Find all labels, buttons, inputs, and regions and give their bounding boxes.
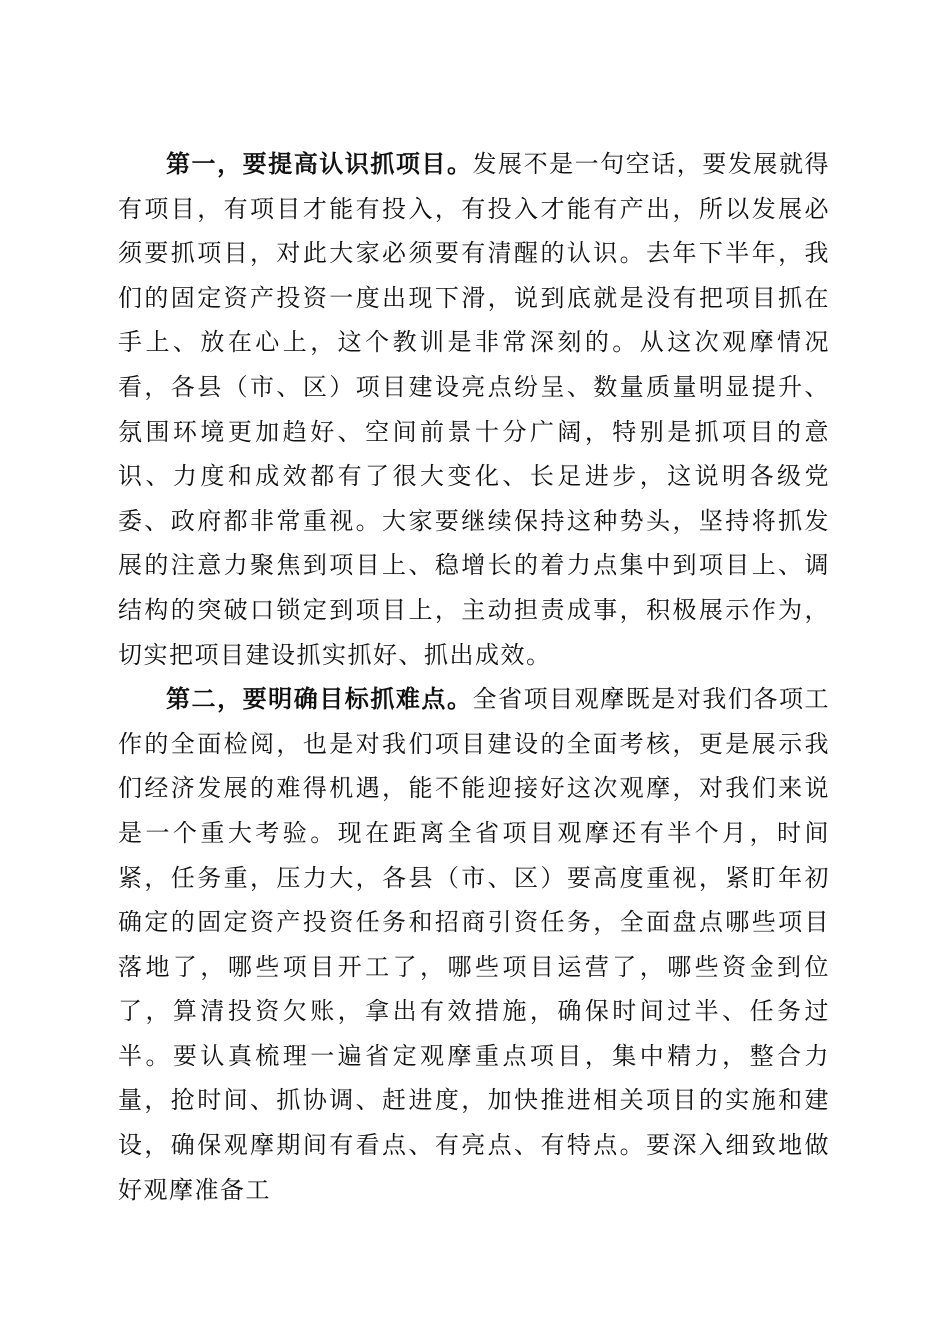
document-body bbox=[118, 142, 830, 1212]
paragraph-2 bbox=[118, 677, 830, 1212]
paragraph-2-lead: 第二，要明确目标抓难点。 bbox=[166, 685, 473, 714]
paragraph-1-lead: 第一，要提高认识抓项目。 bbox=[166, 150, 473, 178]
paragraph-2-body: 全省项目观摩既是对我们各项工作的全面检阅，也是对我们项目建设的全面考核，更是展示我们经济发展的难得机遇，能不能迎接好这次观摩，对我们来说是一个重大考验。现在距离全省项目观摩还有半个月，时间紧，任务重，压力大，各县（市、区）要高度重视，紧盯年初确定的固定资产投资任务和招商引资任务，全面盘点哪些项目落地了，哪些项目开工了，哪些项目运营了，哪些资金到位了，算清投资欠账，拿出有效措施，确保时间过半、任务过半。要认真梳理一遍省定观摩重点项目，集中精力，整合力量，抢时间、抓协调、赶进度，加快推进相关项目的实施和建设，确保观摩期间有看点、有亮点、有特点。要深入细致地做好观摩准备工 bbox=[118, 685, 831, 1204]
paragraph-1 bbox=[118, 142, 830, 677]
paragraph-1-body: 发展不是一句空话，要发展就得有项目，有项目才能有投入，有投入才能有产出，所以发展必须要抓项目，对此大家必须要有清醒的认识。去年下半年，我们的固定资产投资一度出现下滑，说到底就是没有把项目抓在手上、放在心上，这个教训是非常深刻的。从这次观摩情况看，各县（市、区）项目建设亮点纷呈、数量质量明显提升、氛围环境更加趋好、空间前景十分广阔，特别是抓项目的意识、力度和成效都有了很大变化、长足进步，这说明各级党委、政府都非常重视。大家要继续保持这种势头，坚持将抓发展的注意力聚焦到项目上、稳增长的着力点集中到项目上、调结构的突破口锁定到项目上，主动担责成事，积极展示作为，切实把项目建设抓实抓好、抓出成效。 bbox=[118, 150, 831, 669]
